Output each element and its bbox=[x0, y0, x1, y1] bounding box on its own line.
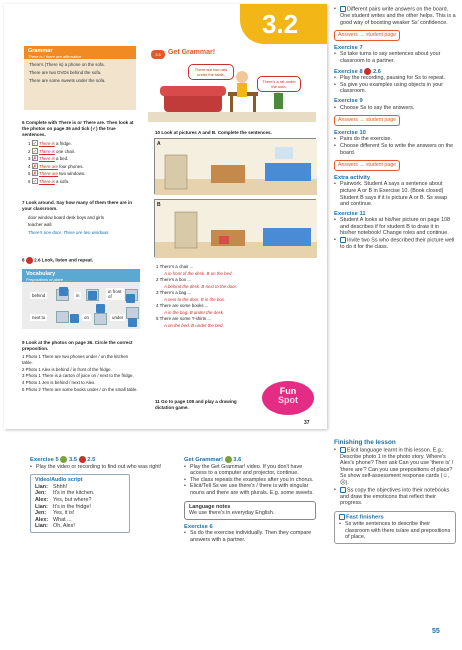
script-line bbox=[35, 510, 125, 517]
tick-box[interactable]: ✗ bbox=[32, 163, 37, 170]
prep-on: on bbox=[84, 315, 89, 320]
prep-on-cube bbox=[96, 304, 105, 313]
exercise-9 bbox=[22, 340, 140, 394]
ex5-track-2: 2.5 bbox=[87, 457, 96, 464]
prep-in-front-of: in front of bbox=[106, 288, 124, 300]
tick-box[interactable]: ✓ bbox=[32, 148, 37, 155]
script-speaker: Alex: bbox=[35, 497, 49, 503]
bottom-col-2 bbox=[184, 456, 316, 544]
ex6-answer: There are bbox=[38, 171, 58, 176]
picture-a bbox=[154, 138, 316, 194]
prep-next-to-cube bbox=[70, 314, 79, 323]
grammar-box bbox=[24, 46, 136, 110]
script-speaker: Lian: bbox=[35, 523, 48, 530]
ex6-answer: There is bbox=[38, 148, 55, 154]
answers-pill-2-row bbox=[334, 115, 456, 126]
finish-bullet-2 bbox=[334, 487, 456, 507]
unit-number: 3.2 bbox=[262, 9, 299, 39]
gg-heading-text: Get Grammar! bbox=[184, 457, 223, 464]
exercise-6-heading: Exercise 6 bbox=[184, 523, 213, 530]
bottom-col-1 bbox=[30, 456, 166, 533]
exercise-8 bbox=[22, 257, 93, 264]
ex6-item bbox=[28, 178, 140, 186]
answers-pill-3-row bbox=[334, 160, 456, 171]
grammar-subtitle: There is / there are affirmative bbox=[28, 54, 82, 59]
ex6-rest: four phones. bbox=[59, 163, 84, 169]
prep-behind-cube bbox=[59, 287, 68, 296]
tick-box[interactable]: ✓ bbox=[32, 178, 37, 185]
ex9-item: 3 Photo 1 There is a carton of juice on / next to the fridge. bbox=[22, 373, 134, 379]
picture-a-label: A bbox=[157, 141, 161, 147]
ex6-answer: There is bbox=[38, 141, 55, 146]
fast-finishers-heading bbox=[339, 514, 451, 521]
grammar-header bbox=[24, 46, 136, 59]
ex6-answer: There is bbox=[38, 156, 55, 161]
prep-on-box bbox=[94, 313, 107, 325]
exercise-9-heading: Exercise 9 bbox=[334, 97, 363, 104]
fast-finishers-title: Fast finishers bbox=[346, 514, 384, 521]
answers-pill-1[interactable]: Answers → student page bbox=[334, 30, 400, 41]
video-icon[interactable] bbox=[225, 456, 232, 463]
script-speaker: Jen: bbox=[35, 510, 47, 517]
script-title: Video/Audio script bbox=[35, 477, 83, 484]
ex8-bullet-1: • Play the recording, pausing for Ss to repeat. bbox=[334, 75, 456, 82]
prep-next-to-box bbox=[56, 311, 69, 323]
ex10-item: A on the bed. B under the bed. bbox=[164, 322, 224, 328]
ex10-item: A next to the door. B in the box. bbox=[164, 296, 226, 302]
prep-next-to: next to bbox=[32, 315, 46, 320]
ex9-item: 4 Photo 1 Jen is behind / next to Alex. bbox=[22, 380, 96, 386]
presentation-icon bbox=[340, 237, 346, 243]
ex10-item: 2 There's a box ... bbox=[156, 277, 191, 282]
prep-under-cube bbox=[128, 318, 137, 327]
ex6-answer: There is bbox=[38, 178, 55, 184]
ex6-rest: one chair. bbox=[56, 148, 76, 154]
video-badge[interactable]: 3.5 bbox=[151, 50, 165, 59]
language-notes-text: We use there's in everyday English. bbox=[189, 510, 275, 517]
gg-bullet-3: • Elicit/Tell Ss we use there's / there is with singular nouns and there are with plurals. E.g. some sweets. bbox=[184, 483, 316, 496]
picture-b-label: B bbox=[157, 202, 161, 208]
get-grammar-heading bbox=[184, 456, 316, 464]
vocab-header bbox=[22, 269, 140, 282]
language-notes-box bbox=[184, 501, 316, 520]
script-line bbox=[35, 523, 125, 530]
ex10-item: 4 There are some books ... bbox=[156, 303, 209, 308]
elicit-icon bbox=[340, 447, 346, 453]
fast-finishers-box bbox=[334, 511, 456, 544]
script-speaker: Alex: bbox=[35, 516, 49, 523]
grammar-line-1: There's (There is) a phone on the sofa. bbox=[29, 62, 105, 67]
ex9-item: 1 Photo 1 There are two phones under / on the kitchen table. bbox=[22, 354, 129, 365]
tick-box[interactable]: ✓ bbox=[32, 141, 37, 147]
ex10-bullet-1: • Pairs do the exercise. bbox=[334, 136, 456, 143]
ex7-bullet: • Ss take turns to say sentences about your classroom to a partner. bbox=[334, 51, 456, 64]
exercise-5-heading bbox=[30, 456, 166, 464]
ex6-item bbox=[28, 170, 140, 178]
vocabulary-box bbox=[22, 269, 140, 329]
intro-text: Different pairs write answers on the board. One student writes and the other helps. This is a good way of boosting weaker Ss' confidence. bbox=[340, 6, 456, 26]
script-line bbox=[35, 504, 125, 511]
ex8-number: 8 bbox=[22, 257, 25, 263]
fast-finishers-text: • Ss write sentences to describe their classroom with there is/are and prepositions of place. bbox=[339, 521, 451, 541]
ex5-track-1: 3.5 bbox=[68, 457, 77, 464]
script-text: It's in the fridge! bbox=[53, 503, 91, 510]
answers-pill-1-row bbox=[334, 30, 456, 41]
book-page-number: 37 bbox=[304, 420, 310, 426]
ex6-item bbox=[28, 140, 140, 148]
finish-bullet-2-text: Ss copy the objectives into their notebooks and draw the emoticons that reflect their progress. bbox=[340, 487, 450, 507]
video-icon[interactable] bbox=[60, 456, 67, 463]
tick-box[interactable]: ✗ bbox=[32, 156, 37, 162]
script-speaker: Lian: bbox=[35, 503, 48, 510]
ex10-item: 1 There's a chair ... bbox=[156, 264, 194, 269]
ex6-item bbox=[28, 155, 140, 163]
ex6-item bbox=[28, 163, 140, 171]
ex6-bullet: • Ss do the exercise individually. Then they compare answers with a partner. bbox=[184, 530, 316, 543]
ex6-rest: two windows. bbox=[59, 171, 86, 176]
script-line bbox=[35, 484, 125, 491]
teacher-notes-column bbox=[334, 6, 456, 251]
prep-in-front-cube bbox=[126, 294, 135, 303]
ex9-list bbox=[22, 354, 140, 393]
finishing-heading: Finishing the lesson bbox=[334, 439, 396, 446]
gg-bullet-2: • The class repeats the examples after you in chorus. bbox=[184, 477, 316, 484]
student-book-page bbox=[4, 4, 327, 429]
script-text: It's in the kitchen. bbox=[53, 490, 95, 497]
prep-behind: behind bbox=[32, 293, 46, 298]
fun-spot-line-2: Spot bbox=[278, 395, 298, 405]
ex10-item: A in front of the desk. B on the bed. bbox=[164, 270, 233, 276]
speech-bubble-left: There are two rats under the table. bbox=[188, 64, 234, 80]
grammar-line-3: There are some sweets under the sofa. bbox=[29, 78, 106, 83]
audio-icon[interactable] bbox=[364, 68, 371, 75]
ex6-rest: a bed. bbox=[56, 156, 69, 161]
prep-under: under bbox=[112, 315, 124, 320]
ex6-item bbox=[28, 148, 140, 156]
answers-pill-2[interactable]: Answers → student page bbox=[334, 115, 400, 126]
ex10-item: 3 There's a bag ... bbox=[156, 290, 192, 295]
video-audio-script bbox=[30, 474, 130, 533]
ex7-title: 7 Look around. Say how many of them there are in your classroom. bbox=[22, 200, 133, 211]
audio-icon[interactable] bbox=[79, 456, 86, 463]
ex6-item-number: 6 bbox=[28, 178, 31, 184]
picture-b bbox=[154, 199, 316, 257]
language-notes-title: Language notes bbox=[189, 503, 231, 510]
exercise-6 bbox=[22, 120, 140, 185]
ex6-answer: There are bbox=[38, 163, 58, 169]
ex6-title: 6 Complete with There is or There are. Then look at the photos on page 36 and tick (✓) the true sentences. bbox=[22, 120, 134, 137]
ex11-bullet-2 bbox=[334, 237, 456, 251]
ex7-words: door window board desk boys and girls teacher wall bbox=[28, 215, 104, 227]
ex9-item: 2 Photo 1 Alex is behind / in front of the fridge. bbox=[22, 366, 112, 372]
ex5-heading-text: Exercise 5 bbox=[30, 457, 59, 464]
exercise-7 bbox=[22, 200, 140, 237]
script-line bbox=[35, 517, 125, 524]
exercise-8-heading bbox=[334, 68, 456, 76]
ex6-item-number: 2 bbox=[28, 148, 31, 154]
ex6-item-number: 4 bbox=[28, 163, 31, 169]
get-grammar-title: Get Grammar! bbox=[168, 49, 216, 56]
ex8-track: 2.6 bbox=[34, 257, 41, 263]
gg-track: 3.6 bbox=[233, 457, 242, 464]
ex9-title: 9 Look at the photos on page 36. Circle the correct preposition. bbox=[22, 340, 133, 351]
ex11-bullet-1: • Student A looks at his/her picture on page 108 and describes if for student B to draw it in his/her notebook! Change roles and continue. bbox=[334, 217, 456, 237]
ex10-item: 5 There are some T-shirts ... bbox=[156, 316, 211, 321]
grammar-title: Grammar bbox=[28, 48, 53, 54]
finish-bullet-1-text: Elicit language learnt in this lesson. E.g.: Describe photo 1 in the photo story. Where's Alex's phone? Then ask Can you use 'there is' / 'there are'? Can you use prepositions of place? Ss show self-assessment response cards (☺, ☹). bbox=[340, 447, 454, 486]
script-speaker: Lian: bbox=[35, 483, 48, 490]
ex10-list bbox=[156, 264, 316, 329]
exercise-11: 11 Go to page 108 and play a drawing dictation game. bbox=[155, 399, 237, 410]
ex9-item: 5 Photo 2 There are some books under / on the small table. bbox=[22, 386, 138, 392]
ex8-bullet-2: • Ss give you examples using objects in your classroom. bbox=[334, 82, 456, 95]
ex8-heading-text: Exercise 8 bbox=[334, 68, 363, 75]
exercise-7-heading: Exercise 7 bbox=[334, 44, 363, 51]
vocab-title: Vocabulary bbox=[26, 271, 56, 277]
fun-spot-line-1: Fun bbox=[279, 386, 297, 396]
tick-box[interactable]: ✗ bbox=[32, 171, 37, 177]
ex10-title: 10 Look at pictures A and B. Complete the sentences. bbox=[155, 130, 272, 135]
pairwork-icon bbox=[340, 6, 346, 12]
notebook-icon bbox=[340, 487, 346, 493]
gg-bullet-1: • Play the Get Grammar! video. If you don't have access to a computer and projector, continue. bbox=[184, 464, 316, 477]
page-number: 55 bbox=[432, 628, 440, 635]
script-speaker: Jen: bbox=[35, 490, 47, 497]
ex11-bullet-2-text: Invite two Ss who described their picture well to do it for the class. bbox=[340, 237, 455, 251]
ex6-rest: a fridge. bbox=[56, 141, 72, 146]
intro-bullet bbox=[334, 6, 456, 26]
speech-bubble-right: There's a rat under the sofa. bbox=[257, 76, 301, 92]
ex6-list bbox=[22, 140, 140, 185]
script-text: Yes, it is! bbox=[53, 510, 75, 517]
unit-badge bbox=[240, 4, 327, 44]
script-line bbox=[35, 490, 125, 497]
answers-pill-3[interactable]: Answers → student page bbox=[334, 160, 400, 171]
prep-in: in bbox=[76, 293, 80, 298]
ex8-instruction: Look, listen and repeat. bbox=[41, 257, 94, 263]
exercise-10-heading: Exercise 10 bbox=[334, 129, 366, 136]
finishing-section bbox=[334, 440, 456, 544]
ex9-bullet-1: • Choose Ss to say the answers. bbox=[334, 105, 456, 112]
exercise-11-heading: Exercise 11 bbox=[334, 210, 366, 217]
script-line bbox=[35, 497, 125, 504]
script-lines bbox=[35, 484, 125, 530]
extra-activity-bullet: • Pairwork. Student A says a sentence about picture A or B in Exercise 10. (Book closed) Student B says if it is picture A or B. Ss swap and continue. bbox=[334, 181, 456, 207]
fast-finishers-icon bbox=[339, 514, 345, 520]
script-text: What ... bbox=[53, 516, 72, 523]
ex6-item-number: 1 bbox=[28, 141, 31, 146]
prep-in-cube bbox=[88, 291, 97, 300]
ex8-heading-track: 2.6 bbox=[372, 68, 381, 75]
script-text: Yes, but where? bbox=[53, 497, 92, 503]
ex10-item: A in the bag. B under the desk. bbox=[164, 309, 225, 315]
fun-spot-badge[interactable] bbox=[262, 381, 314, 415]
ex10-item: A behind the desk. B next to the door. bbox=[164, 283, 238, 289]
script-text: Oh, Alex! bbox=[53, 523, 75, 530]
ex6-item-number: 3 bbox=[28, 156, 31, 161]
finish-bullet-1 bbox=[334, 447, 456, 487]
ex5-bullet: • Play the video or recording to find out who was right! bbox=[30, 464, 166, 471]
ex6-item-number: 5 bbox=[28, 171, 31, 176]
grammar-line-2: There are two DVDs behind the sofa. bbox=[29, 70, 102, 75]
ex6-rest: a sofa. bbox=[56, 178, 70, 184]
ex10-bullet-2: • Choose different Ss to write the answers on the board. bbox=[334, 143, 456, 156]
extra-activity-heading: Extra activity bbox=[334, 174, 371, 181]
ex7-example: There's one door. There are two windows. bbox=[28, 230, 110, 235]
vocab-subtitle: Prepositions of place bbox=[26, 277, 64, 282]
script-text: Shhh! bbox=[53, 483, 68, 490]
audio-icon[interactable] bbox=[26, 257, 33, 264]
